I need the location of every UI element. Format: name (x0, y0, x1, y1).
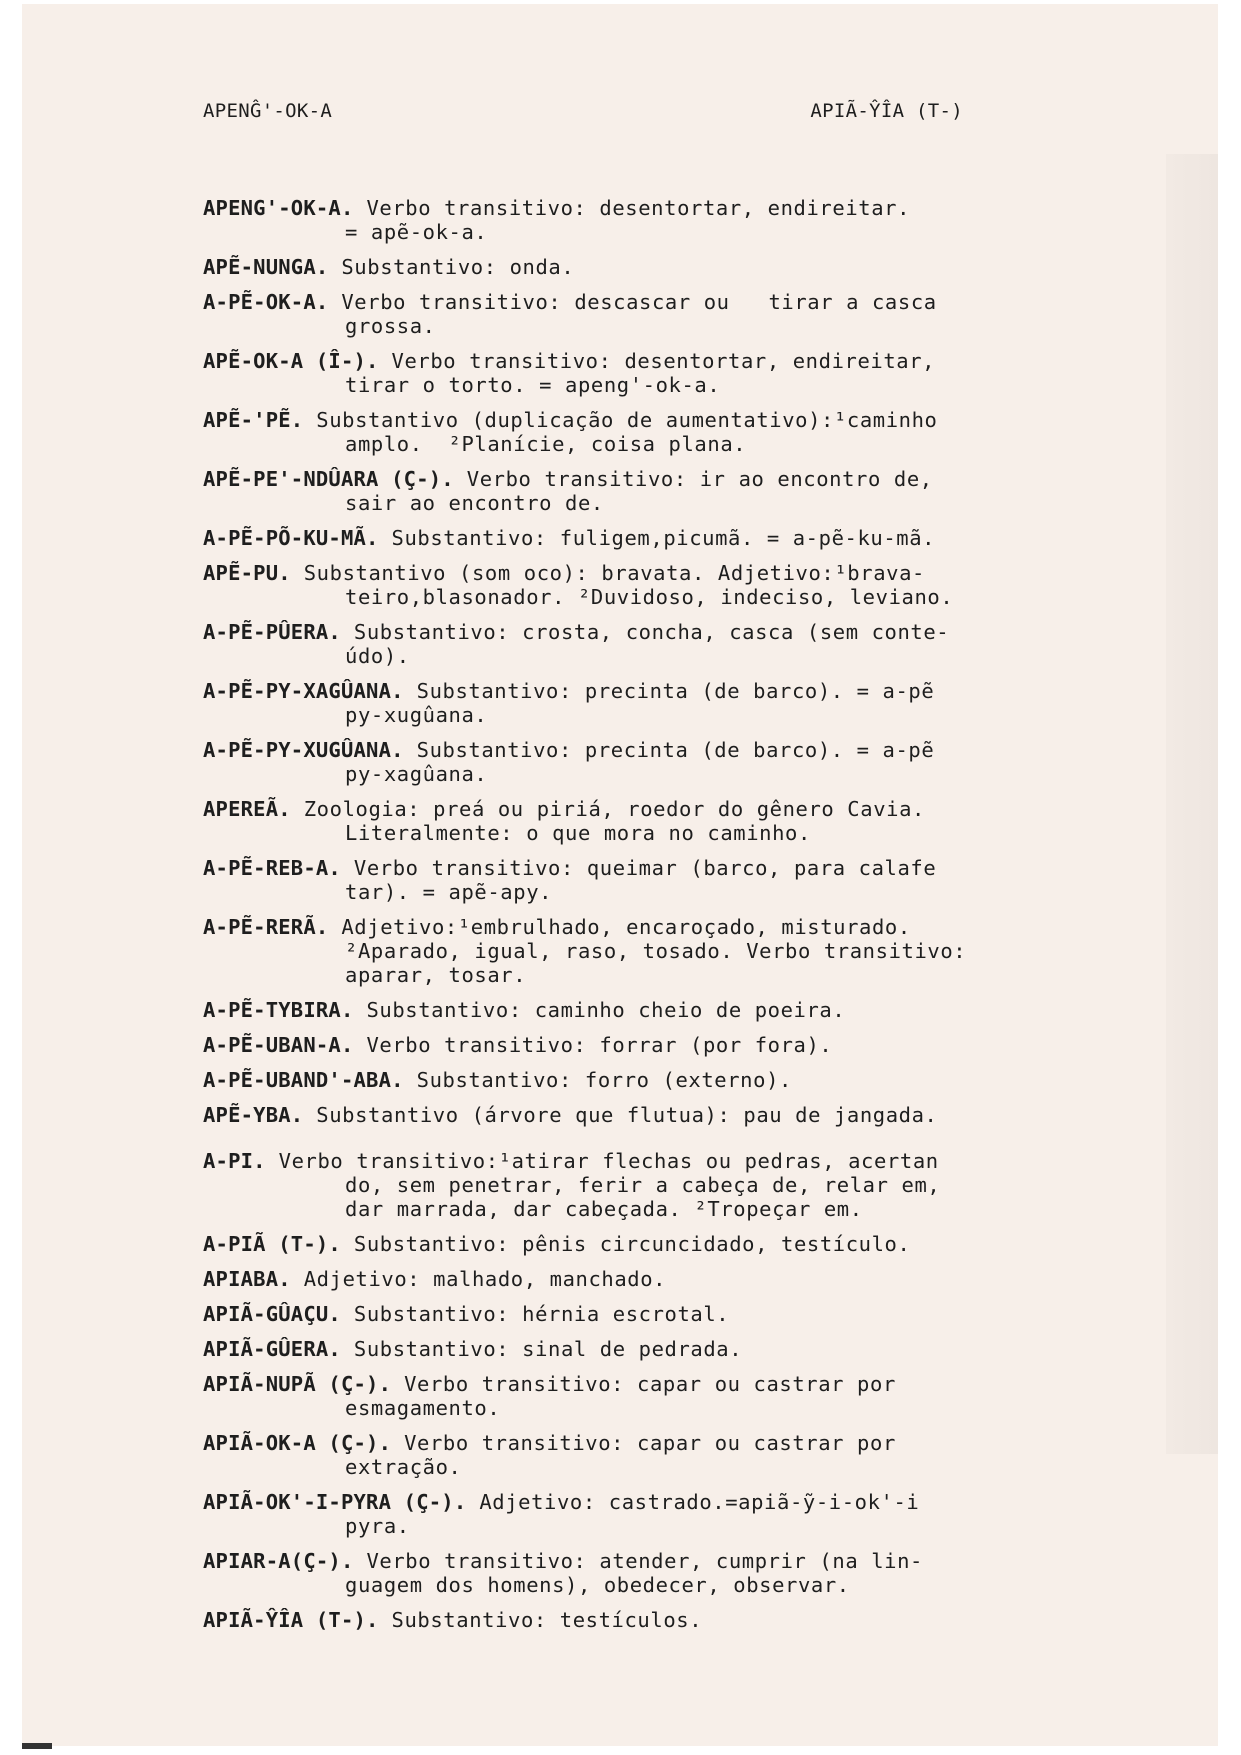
entry-definition-text: Substantivo: fuligem,picumã. = a-pẽ-ku-mã. (378, 526, 936, 550)
entry-headword: APIÃ-GÛAÇU. (203, 1302, 341, 1326)
entry-headword: APẼ-OK-A (Î-). (203, 349, 379, 373)
entry-continuation-line (203, 762, 1033, 786)
entry-headword: A-PI. (203, 1149, 266, 1173)
entry-first-line (203, 915, 1033, 939)
entry-definition-text: Substantivo (som oco): bravata. Adjetivo:¹brava- (290, 561, 925, 585)
entry-headword: APIÃ-OK-A (Ç-). (203, 1431, 392, 1455)
entry-definition-text: Literalmente: o que mora no caminho. (345, 821, 811, 845)
dictionary-entry (203, 290, 1033, 338)
dictionary-entry (203, 1232, 1033, 1256)
running-header (203, 100, 963, 130)
entry-continuation-line (203, 1514, 1033, 1538)
entry-continuation-line (203, 821, 1033, 845)
entry-continuation-line (203, 314, 1033, 338)
entry-first-line (203, 1302, 1033, 1326)
entry-first-line (203, 1267, 1033, 1291)
entry-continuation-line (203, 880, 1033, 904)
dictionary-entry (203, 1068, 1033, 1092)
entry-headword: APEREÃ. (203, 797, 291, 821)
entry-first-line (203, 1549, 1033, 1573)
entry-definition-text: do, sem penetrar, ferir a cabeça de, relar em, (345, 1173, 941, 1197)
entry-headword: A-PẼ-REB-A. (203, 856, 341, 880)
entry-continuation-line (203, 1573, 1033, 1597)
header-first-entry: APENĜ'-OK-A (203, 100, 333, 122)
entry-definition-text: py-xagûana. (345, 762, 488, 786)
dictionary-entry (203, 467, 1033, 515)
entry-first-line (203, 856, 1033, 880)
entry-definition-text: Substantivo (árvore que flutua): pau de jangada. (303, 1103, 938, 1127)
entry-definition-text: esmagamento. (345, 1396, 501, 1420)
dictionary-entry (203, 1302, 1033, 1326)
entry-first-line (203, 1103, 1033, 1127)
entry-first-line (203, 1337, 1033, 1361)
entry-definition-text: Verbo transitivo: capar ou castrar por (391, 1431, 896, 1455)
entry-headword: A-PẼ-PÛERA. (203, 620, 341, 644)
entry-headword: A-PẼ-TYBIRA. (203, 998, 354, 1022)
dictionary-entry (203, 915, 1033, 987)
entry-definition-text: ²Aparado, igual, raso, tosado. Verbo transitivo: (345, 939, 967, 963)
dictionary-entry (203, 1372, 1033, 1420)
dictionary-entry (203, 620, 1033, 668)
dictionary-entry (203, 255, 1033, 279)
entry-definition-text: Substantivo: hérnia escrotal. (340, 1302, 730, 1326)
dictionary-entry (203, 526, 1033, 550)
entry-continuation-line (203, 939, 1033, 963)
entry-definition-text: Adjetivo: castrado.=apiã-ỹ-i-ok'-i (466, 1490, 920, 1514)
entry-definition-text: Verbo transitivo: ir ao encontro de, (453, 467, 933, 491)
entry-first-line (203, 408, 1033, 432)
entry-definition-text: = apẽ-ok-a. (345, 220, 488, 244)
entry-headword: APIÃ-NUPÃ (Ç-). (203, 1372, 392, 1396)
entry-headword: APENG'-OK-A. (203, 196, 354, 220)
entry-continuation-line (203, 644, 1033, 668)
dictionary-entry (203, 797, 1033, 845)
entry-definition-text: Substantivo (duplicação de aumentativo):¹caminho (303, 408, 938, 432)
entry-first-line (203, 349, 1033, 373)
scan-edge-mark (22, 1743, 52, 1749)
entry-definition-text: Verbo transitivo: forrar (por fora). (353, 1033, 833, 1057)
entry-definition-text: teiro,blasonador. ²Duvidoso, indeciso, leviano. (345, 585, 954, 609)
entry-definition-text: amplo. ²Planície, coisa plana. (345, 432, 747, 456)
entry-headword: A-PẼ-RERÃ. (203, 915, 329, 939)
entry-headword: A-PẼ-UBAND'-ABA. (203, 1068, 404, 1092)
header-last-entry: APIÃ-ŶÎA (T-) (810, 100, 963, 122)
entry-definition-text: dar marrada, dar cabeçada. ²Tropeçar em. (345, 1197, 863, 1221)
dictionary-entry (203, 196, 1033, 244)
entry-definition-text: Substantivo: precinta (de barco). = a-pẽ (403, 679, 935, 703)
entry-headword: A-PẼ-OK-A. (203, 290, 329, 314)
dictionary-entry (203, 349, 1033, 397)
entry-headword: A-PIÃ (T-). (203, 1232, 341, 1256)
entry-first-line (203, 1149, 1033, 1173)
entry-first-line (203, 467, 1033, 491)
entry-definition-text: tirar o torto. = apeng'-ok-a. (345, 373, 721, 397)
entry-definition-text: Verbo transitivo: desentortar, endireitar, (378, 349, 936, 373)
dictionary-entry (203, 738, 1033, 786)
entry-headword: APIABA. (203, 1267, 291, 1291)
entry-continuation-line (203, 220, 1033, 244)
dictionary-entry (203, 1608, 1033, 1632)
entry-continuation-line (203, 703, 1033, 727)
entry-definition-text: tar). = apẽ-apy. (345, 880, 553, 904)
entry-first-line (203, 255, 1033, 279)
entry-definition-text: Substantivo: crosta, concha, casca (sem conte- (340, 620, 950, 644)
entry-headword: APẼ-PE'-NDÛARA (Ç-). (203, 467, 454, 491)
entry-definition-text: Substantivo: sinal de pedrada. (340, 1337, 743, 1361)
entry-definition-text: Verbo transitivo: atender, cumprir (na lin- (353, 1549, 923, 1573)
entry-headword: APIÃ-OK'-I-PYRA (Ç-). (203, 1490, 467, 1514)
entry-headword: APIAR-A(Ç-). (203, 1549, 354, 1573)
entry-first-line (203, 679, 1033, 703)
page-edge-shadow (1166, 154, 1218, 1454)
entry-first-line (203, 1033, 1033, 1057)
entry-continuation-line (203, 585, 1033, 609)
entry-definition-text: extração. (345, 1455, 462, 1479)
entry-continuation-line (203, 432, 1033, 456)
entry-definition-text: Verbo transitivo: descascar ou tirar a casca (328, 290, 937, 314)
entry-definition-text: Substantivo: pênis circuncidado, testículo. (340, 1232, 911, 1256)
dictionary-entry (203, 1337, 1033, 1361)
entry-headword: APẼ-PU. (203, 561, 291, 585)
entry-definition-text: Verbo transitivo:¹atirar flechas ou pedras, acertan (265, 1149, 939, 1173)
entry-definition-text: Substantivo: forro (externo). (403, 1068, 792, 1092)
entry-first-line (203, 797, 1033, 821)
entry-definition-text: Verbo transitivo: capar ou castrar por (391, 1372, 896, 1396)
entry-first-line (203, 1232, 1033, 1256)
entry-headword: APẼ-'PẼ. (203, 408, 304, 432)
dictionary-entries (203, 196, 1033, 1643)
entry-continuation-line (203, 963, 1033, 987)
entry-first-line (203, 290, 1033, 314)
entry-definition-text: py-xugûana. (345, 703, 488, 727)
entry-definition-text: údo). (345, 644, 410, 668)
entry-headword: APIÃ-ŶÎA (T-). (203, 1608, 379, 1632)
entry-definition-text: Verbo transitivo: desentortar, endireitar. (353, 196, 911, 220)
entry-first-line (203, 561, 1033, 585)
entry-definition-text: Substantivo: caminho cheio de poeira. (353, 998, 846, 1022)
dictionary-entry (203, 408, 1033, 456)
dictionary-entry (203, 1549, 1033, 1597)
entry-headword: APẼ-YBA. (203, 1103, 304, 1127)
entry-headword: APẼ-NUNGA. (203, 255, 329, 279)
dictionary-entry (203, 679, 1033, 727)
dictionary-entry (203, 998, 1033, 1022)
entry-first-line (203, 1608, 1033, 1632)
entry-definition-text: Substantivo: testículos. (378, 1608, 703, 1632)
entry-definition-text: Substantivo: onda. (328, 255, 575, 279)
entry-headword: A-PẼ-PY-XAGÛANA. (203, 679, 404, 703)
entry-definition-text: grossa. (345, 314, 436, 338)
entry-definition-text: Adjetivo:¹embrulhado, encaroçado, misturado. (328, 915, 911, 939)
entry-definition-text: Verbo transitivo: queimar (barco, para calafe (340, 856, 937, 880)
dictionary-entry (203, 1267, 1033, 1291)
entry-first-line (203, 1431, 1033, 1455)
entry-continuation-line (203, 1197, 1033, 1221)
entry-continuation-line (203, 1396, 1033, 1420)
entry-headword: A-PẼ-UBAN-A. (203, 1033, 354, 1057)
entry-definition-text: Substantivo: precinta (de barco). = a-pẽ (403, 738, 935, 762)
entry-first-line (203, 1372, 1033, 1396)
entry-definition-text: aparar, tosar. (345, 963, 527, 987)
entry-definition-text: Zoologia: preá ou piriá, roedor do gênero Cavia. (290, 797, 925, 821)
entry-continuation-line (203, 1455, 1033, 1479)
entry-first-line (203, 998, 1033, 1022)
dictionary-entry (203, 856, 1033, 904)
entry-definition-text: guagem dos homens), obedecer, observar. (345, 1573, 850, 1597)
entry-definition-text: pyra. (345, 1514, 410, 1538)
dictionary-entry (203, 1490, 1033, 1538)
entry-definition-text: sair ao encontro de. (345, 491, 604, 515)
dictionary-entry (203, 1033, 1033, 1057)
entry-first-line (203, 526, 1033, 550)
entry-continuation-line (203, 373, 1033, 397)
dictionary-entry (203, 1103, 1033, 1127)
entry-first-line (203, 196, 1033, 220)
entry-headword: APIÃ-GÛERA. (203, 1337, 341, 1361)
entry-first-line (203, 620, 1033, 644)
entry-first-line (203, 1490, 1033, 1514)
entry-headword: A-PẼ-PY-XUGÛANA. (203, 738, 404, 762)
entry-headword: A-PẼ-PÕ-KU-MÃ. (203, 526, 379, 550)
entry-first-line (203, 738, 1033, 762)
dictionary-entry (203, 561, 1033, 609)
entry-continuation-line (203, 491, 1033, 515)
entry-first-line (203, 1068, 1033, 1092)
dictionary-entry (203, 1149, 1033, 1221)
entry-definition-text: Adjetivo: malhado, manchado. (290, 1267, 667, 1291)
dictionary-entry (203, 1431, 1033, 1479)
entry-continuation-line (203, 1173, 1033, 1197)
